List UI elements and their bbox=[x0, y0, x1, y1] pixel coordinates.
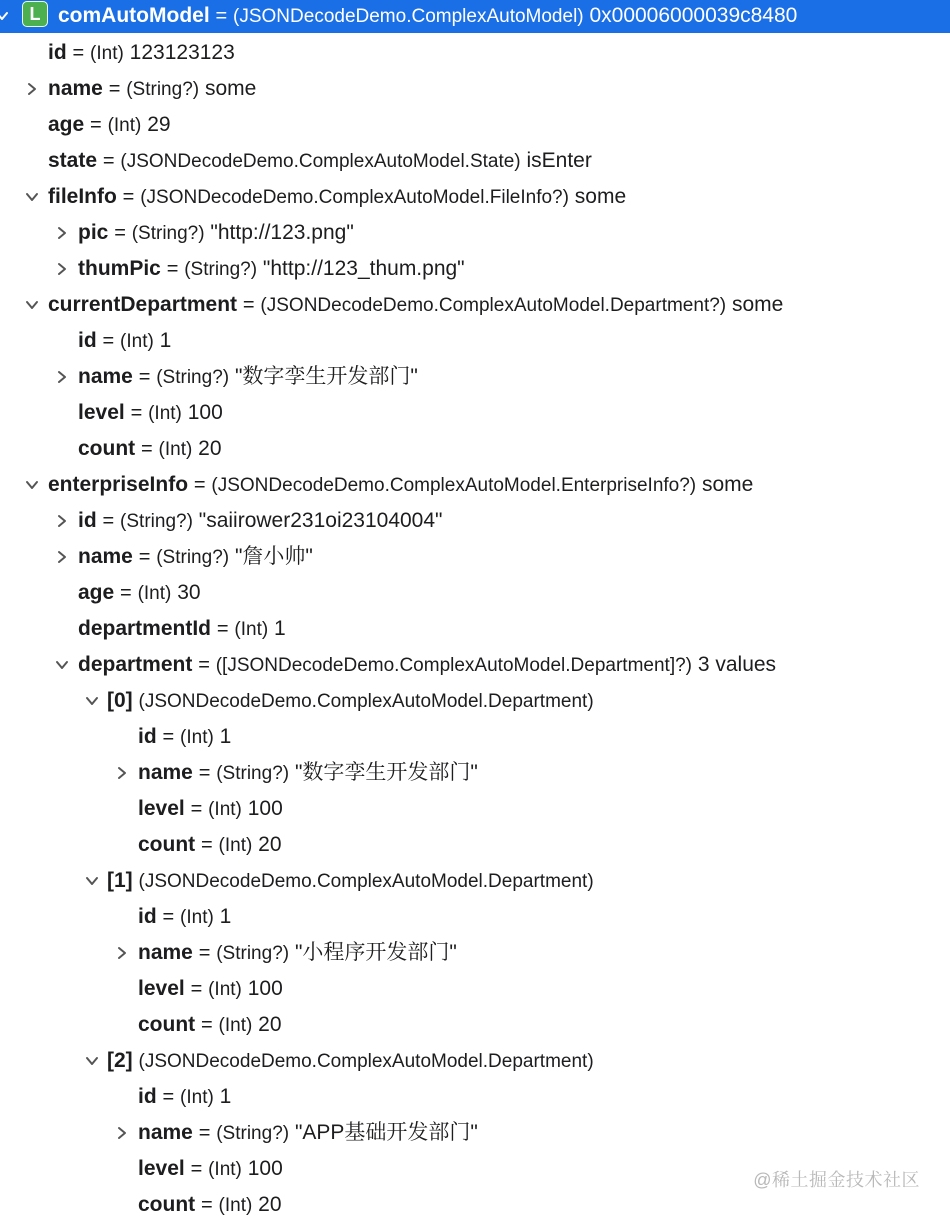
chevron-right-icon[interactable] bbox=[112, 755, 132, 791]
variable-name: enterpriseInfo bbox=[48, 473, 189, 496]
row-content bbox=[107, 1043, 594, 1080]
row-content bbox=[48, 71, 256, 108]
variable-value: "http://123.png" bbox=[210, 221, 354, 244]
variable-type: (String?) bbox=[156, 547, 230, 568]
variable-name: name bbox=[138, 941, 193, 964]
equals-sign: = bbox=[190, 978, 203, 1000]
row-content bbox=[138, 899, 231, 936]
variable-value: 100 bbox=[247, 1157, 283, 1180]
chevron-right-icon[interactable] bbox=[112, 935, 132, 971]
variable-type: (Int) bbox=[180, 727, 214, 748]
variable-type: (String?) bbox=[216, 943, 290, 964]
variable-type: (Int) bbox=[180, 1087, 214, 1108]
equals-sign: = bbox=[198, 942, 211, 964]
variable-type: (String?) bbox=[216, 763, 290, 784]
equals-sign: = bbox=[201, 1194, 213, 1216]
equals-sign: = bbox=[162, 906, 175, 928]
variable-name: level bbox=[138, 797, 185, 820]
chevron-right-icon[interactable] bbox=[52, 539, 72, 575]
variable-name: id bbox=[138, 1085, 157, 1108]
tree-row[interactable] bbox=[0, 107, 950, 143]
tree-row[interactable] bbox=[0, 215, 950, 251]
variable-name: age bbox=[48, 113, 85, 136]
variable-value: 100 bbox=[247, 977, 283, 1000]
tree-row[interactable] bbox=[0, 1115, 950, 1151]
variable-type: (JSONDecodeDemo.ComplexAutoModel.State) bbox=[120, 151, 521, 172]
chevron-down-icon[interactable] bbox=[82, 683, 102, 719]
equals-sign: = bbox=[198, 654, 210, 676]
row-content bbox=[138, 755, 478, 792]
variable-type: (Int) bbox=[218, 835, 253, 856]
variable-value: "詹小帅" bbox=[234, 545, 313, 568]
equals-sign: = bbox=[166, 258, 179, 280]
variable-value: some bbox=[731, 293, 784, 316]
tree-row[interactable] bbox=[0, 683, 950, 719]
variable-value: "小程序开发部门" bbox=[294, 941, 457, 964]
variable-value: "数字孪生开发部门" bbox=[234, 365, 418, 388]
row-content bbox=[138, 1115, 478, 1152]
row-content bbox=[78, 359, 418, 396]
variable-value: 1 bbox=[159, 329, 172, 352]
variable-value: 20 bbox=[198, 437, 222, 460]
variable-name: level bbox=[78, 401, 125, 424]
row-content bbox=[138, 1007, 282, 1044]
equals-sign: = bbox=[162, 1086, 175, 1108]
row-content bbox=[78, 611, 286, 648]
variable-value: 1 bbox=[219, 725, 232, 748]
variable-type: (Int) bbox=[208, 979, 242, 1000]
row-content bbox=[48, 107, 171, 144]
tree-row[interactable] bbox=[0, 35, 950, 71]
variable-name: [1] bbox=[107, 869, 133, 892]
tree-row[interactable] bbox=[0, 1007, 950, 1043]
variable-name: count bbox=[138, 833, 196, 856]
tree-row[interactable] bbox=[0, 467, 950, 503]
variable-type: (JSONDecodeDemo.ComplexAutoModel.Department) bbox=[138, 871, 594, 892]
tree-row[interactable] bbox=[0, 899, 950, 935]
variable-name: state bbox=[48, 149, 98, 172]
equals-sign: = bbox=[138, 366, 151, 388]
variable-type: ([JSONDecodeDemo.ComplexAutoModel.Department]?) bbox=[215, 655, 692, 676]
tree-row[interactable] bbox=[0, 287, 950, 323]
tree-row[interactable] bbox=[0, 539, 950, 575]
chevron-down-icon[interactable] bbox=[0, 0, 12, 33]
variable-type: (JSONDecodeDemo.ComplexAutoModel.Department?) bbox=[260, 295, 727, 316]
variable-value: 20 bbox=[258, 1013, 282, 1036]
variable-type: (Int) bbox=[208, 1159, 242, 1180]
equals-sign: = bbox=[130, 402, 143, 424]
variable-value: isEnter bbox=[526, 149, 592, 172]
row-content bbox=[78, 647, 776, 684]
variable-type: (JSONDecodeDemo.ComplexAutoModel.EnterpriseInfo?) bbox=[211, 475, 697, 496]
variable-type: (Int) bbox=[234, 619, 269, 640]
variable-value: 100 bbox=[247, 797, 283, 820]
tree-row[interactable] bbox=[0, 359, 950, 395]
variable-value: 29 bbox=[147, 113, 171, 136]
chevron-down-icon[interactable] bbox=[22, 467, 42, 503]
equals-sign: = bbox=[193, 474, 206, 496]
variable-value: 20 bbox=[258, 1193, 282, 1216]
tree-row[interactable] bbox=[0, 971, 950, 1007]
row-content bbox=[48, 467, 753, 504]
variable-type: (String?) bbox=[216, 1123, 290, 1144]
equals-sign: = bbox=[216, 618, 229, 640]
tree-row[interactable] bbox=[0, 1043, 950, 1079]
row-content bbox=[48, 35, 235, 72]
variable-value: "数字孪生开发部门" bbox=[294, 761, 478, 784]
tree-row-selected[interactable] bbox=[0, 0, 950, 33]
row-content bbox=[78, 539, 313, 576]
row-content bbox=[138, 791, 283, 828]
chevron-down-icon[interactable] bbox=[22, 287, 42, 323]
local-variable-icon: L bbox=[22, 1, 48, 27]
tree-row[interactable] bbox=[0, 1079, 950, 1115]
equals-sign: = bbox=[102, 150, 115, 172]
variable-value: 1 bbox=[219, 1085, 232, 1108]
variable-value: 30 bbox=[177, 581, 201, 604]
variable-value: 1 bbox=[219, 905, 232, 928]
row-content bbox=[78, 575, 201, 612]
tree-row[interactable] bbox=[0, 251, 950, 287]
watermark: @稀土掘金技术社区 bbox=[753, 1170, 920, 1190]
variable-value: 123123123 bbox=[129, 41, 235, 64]
variable-type: (Int) bbox=[137, 583, 172, 604]
row-content bbox=[78, 503, 443, 540]
variable-name: name bbox=[48, 77, 103, 100]
equals-sign: = bbox=[114, 222, 126, 244]
variable-value: 20 bbox=[258, 833, 282, 856]
variable-name: fileInfo bbox=[48, 185, 117, 208]
variable-name: count bbox=[78, 437, 136, 460]
equals-sign: = bbox=[122, 186, 135, 208]
variable-name: thumPic bbox=[78, 257, 161, 280]
variable-type: (Int) bbox=[158, 439, 193, 460]
variable-type: (String?) bbox=[184, 259, 258, 280]
equals-sign: = bbox=[141, 438, 153, 460]
variable-type: (JSONDecodeDemo.ComplexAutoModel) bbox=[233, 6, 584, 27]
chevron-right-icon[interactable] bbox=[22, 71, 42, 107]
equals-sign: = bbox=[190, 1158, 203, 1180]
row-content bbox=[78, 215, 354, 252]
chevron-down-icon[interactable] bbox=[82, 863, 102, 899]
variable-type: (Int) bbox=[218, 1015, 253, 1036]
equals-sign: = bbox=[198, 762, 211, 784]
row-content bbox=[138, 1151, 283, 1188]
variable-name: name bbox=[78, 365, 133, 388]
row-content bbox=[22, 0, 797, 34]
variable-name: pic bbox=[78, 221, 109, 244]
row-content bbox=[107, 683, 594, 720]
equals-sign: = bbox=[201, 1014, 213, 1036]
chevron-right-icon[interactable] bbox=[52, 251, 72, 287]
equals-sign: = bbox=[102, 330, 115, 352]
variable-value: some bbox=[574, 185, 627, 208]
equals-sign: = bbox=[242, 294, 255, 316]
variable-value: 100 bbox=[187, 401, 223, 424]
variable-type: (Int) bbox=[148, 403, 182, 424]
variable-type: (Int) bbox=[208, 799, 242, 820]
tree-row[interactable] bbox=[0, 503, 950, 539]
tree-row[interactable] bbox=[0, 323, 950, 359]
row-content bbox=[138, 935, 457, 972]
chevron-down-icon[interactable] bbox=[52, 647, 72, 683]
row-content bbox=[138, 1079, 231, 1116]
tree-row[interactable] bbox=[0, 1187, 950, 1223]
variable-type: (String?) bbox=[120, 511, 193, 532]
variable-value: "APP基础开发部门" bbox=[294, 1121, 478, 1144]
variable-value: 3 values bbox=[697, 653, 777, 676]
row-content bbox=[107, 863, 594, 900]
chevron-right-icon[interactable] bbox=[52, 503, 72, 539]
tree-row[interactable] bbox=[0, 863, 950, 899]
variable-name: id bbox=[138, 725, 157, 748]
equals-sign: = bbox=[201, 834, 213, 856]
chevron-down-icon[interactable] bbox=[82, 1043, 102, 1079]
tree-row[interactable] bbox=[0, 935, 950, 971]
equals-sign: = bbox=[120, 582, 132, 604]
chevron-down-icon[interactable] bbox=[22, 179, 42, 215]
variable-value: "http://123_thum.png" bbox=[262, 257, 465, 280]
chevron-right-icon[interactable] bbox=[112, 1115, 132, 1151]
variable-name: count bbox=[138, 1013, 196, 1036]
tree-row[interactable] bbox=[0, 719, 950, 755]
equals-sign: = bbox=[215, 5, 228, 27]
variable-name: [0] bbox=[107, 689, 133, 712]
tree-row[interactable] bbox=[0, 827, 950, 863]
tree-row[interactable] bbox=[0, 611, 950, 647]
row-content bbox=[78, 251, 465, 288]
row-content bbox=[138, 827, 282, 864]
variable-type: (Int) bbox=[107, 115, 142, 136]
equals-sign: = bbox=[102, 510, 115, 532]
variable-name: name bbox=[78, 545, 133, 568]
variable-name: id bbox=[48, 41, 67, 64]
tree-row[interactable] bbox=[0, 647, 950, 683]
tree-row[interactable] bbox=[0, 395, 950, 431]
variable-type: (JSONDecodeDemo.ComplexAutoModel.Department) bbox=[138, 691, 594, 712]
row-content bbox=[138, 971, 283, 1008]
tree-row[interactable] bbox=[0, 179, 950, 215]
variable-type: (String?) bbox=[131, 223, 205, 244]
variable-value: 0x00006000039c8480 bbox=[589, 4, 798, 27]
variable-name: name bbox=[138, 761, 193, 784]
tree-row[interactable] bbox=[0, 575, 950, 611]
variable-type: (JSONDecodeDemo.ComplexAutoModel.Department) bbox=[138, 1051, 594, 1072]
variable-value: some bbox=[701, 473, 754, 496]
variable-name: [2] bbox=[107, 1049, 133, 1072]
variable-name: id bbox=[78, 509, 97, 532]
variable-value: "saiirower231oi23104004" bbox=[198, 509, 443, 532]
variable-name: age bbox=[78, 581, 115, 604]
variable-type: (String?) bbox=[126, 79, 200, 100]
variable-type: (Int) bbox=[180, 907, 214, 928]
tree-row[interactable] bbox=[0, 791, 950, 827]
variable-value: some bbox=[204, 77, 257, 100]
row-content bbox=[48, 179, 626, 216]
variable-name: department bbox=[78, 653, 193, 676]
tree-row[interactable] bbox=[0, 143, 950, 179]
row-content bbox=[48, 143, 592, 180]
variable-type: (Int) bbox=[218, 1195, 253, 1216]
variable-type: (Int) bbox=[120, 331, 154, 352]
tree-row[interactable] bbox=[0, 431, 950, 467]
variable-type: (String?) bbox=[156, 367, 230, 388]
row-content bbox=[138, 1187, 282, 1224]
variable-name: name bbox=[138, 1121, 193, 1144]
variable-name: count bbox=[138, 1193, 196, 1216]
row-content bbox=[78, 395, 223, 432]
variable-type: (JSONDecodeDemo.ComplexAutoModel.FileInfo?) bbox=[140, 187, 569, 208]
tree-row[interactable] bbox=[0, 755, 950, 791]
variable-type: (Int) bbox=[90, 43, 124, 64]
variable-name: currentDepartment bbox=[48, 293, 238, 316]
variable-name: id bbox=[138, 905, 157, 928]
equals-sign: = bbox=[198, 1122, 211, 1144]
equals-sign: = bbox=[138, 546, 151, 568]
variable-value: 1 bbox=[274, 617, 286, 640]
equals-sign: = bbox=[72, 42, 85, 64]
variable-name: level bbox=[138, 977, 185, 1000]
equals-sign: = bbox=[162, 726, 175, 748]
equals-sign: = bbox=[90, 114, 102, 136]
row-content bbox=[48, 287, 783, 324]
equals-sign: = bbox=[190, 798, 203, 820]
equals-sign: = bbox=[108, 78, 121, 100]
tree-row[interactable] bbox=[0, 71, 950, 107]
row-content bbox=[78, 431, 222, 468]
variable-name: id bbox=[78, 329, 97, 352]
row-content bbox=[138, 719, 231, 756]
variable-name: departmentId bbox=[78, 617, 212, 640]
variable-name: comAutoModel bbox=[58, 4, 210, 27]
row-content bbox=[78, 323, 171, 360]
variable-name: level bbox=[138, 1157, 185, 1180]
chevron-right-icon[interactable] bbox=[52, 215, 72, 251]
chevron-right-icon[interactable] bbox=[52, 359, 72, 395]
